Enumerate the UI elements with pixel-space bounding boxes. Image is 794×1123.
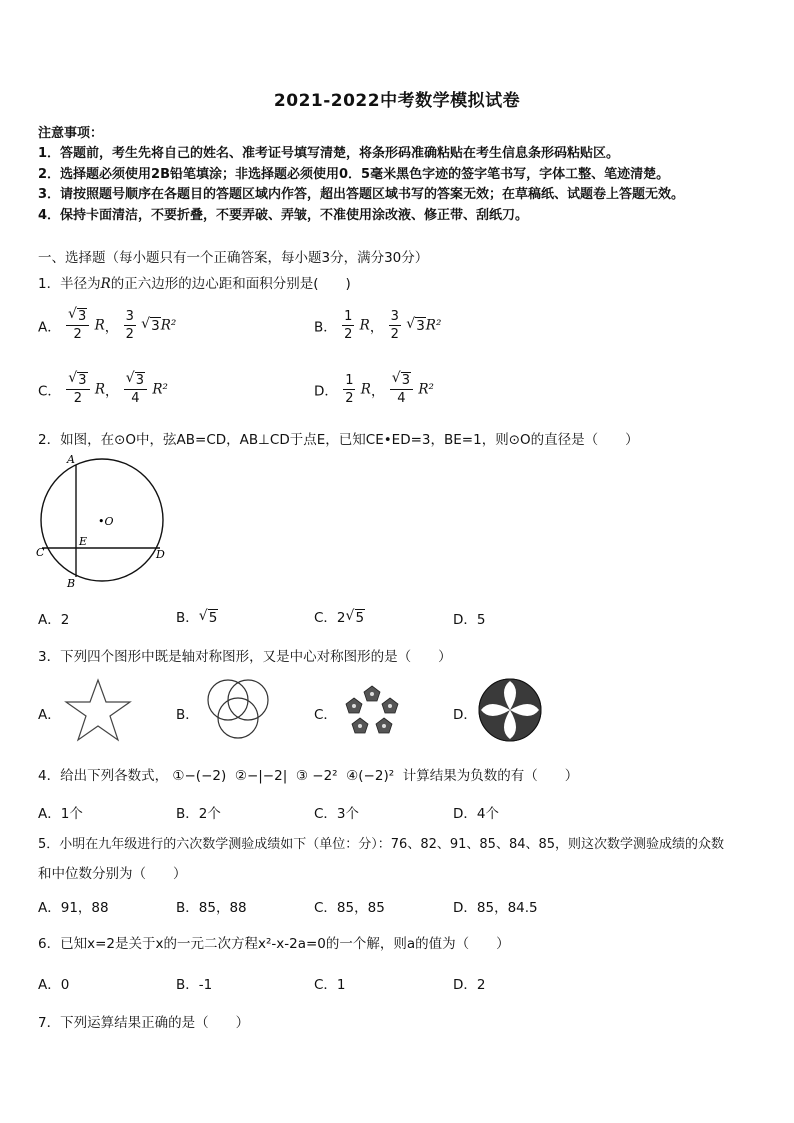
q3-label-a: A． [38, 707, 61, 723]
q4-option-c: C．3个 [314, 806, 360, 822]
q5-option-d: D．85，84.5 [453, 900, 538, 916]
star-figure [62, 676, 134, 744]
q5-option-c: C．85，85 [314, 900, 385, 916]
q1-option-d: D． $\frac{1}{2}$ R， √ $\frac{3}{4}$ R² [314, 372, 434, 407]
q3-label-d: D． [453, 707, 477, 723]
leaf-circle-figure [476, 676, 544, 744]
notes-heading: 注意事项： [38, 126, 104, 141]
note-item: 4．保持卡面清洁，不要折叠，不要弄破、弄皱，不准使用涂改液、修正带、刮纸刀。 [38, 208, 529, 223]
question-6-stem: 6．已知x=2是关于x的一元二次方程x²-x-2a=0的一个解，则a的值为（ ） [38, 936, 510, 952]
q2-option-a: A．2 [38, 612, 70, 628]
q1-option-b: B． $\frac{1}{2}$ R， $\frac{3}{2}$ √ 3R² [314, 308, 441, 343]
q6-option-a: A．0 [38, 977, 70, 993]
note-item: 2．选择题必须使用2B铅笔填涂；非选择题必须使用0．5毫米黑色字迹的签字笔书写，字体工整、笔迹清楚。 [38, 167, 670, 182]
pentagons-figure [342, 684, 402, 742]
label-e: E [79, 535, 88, 548]
q2-option-c: C．2√ 5 [314, 606, 365, 626]
page-title: 2021-2022中考数学模拟试卷 [273, 91, 521, 111]
question-1-stem: 1．半径为R的正六边形的边心距和面积分别是( ) [38, 276, 351, 292]
q2-option-b: B．√ 5 [176, 606, 218, 626]
q5-option-b: B．85，88 [176, 900, 247, 916]
question-3-stem: 3．下列四个图形中既是轴对称图形，又是中心对称图形的是（ ） [38, 649, 452, 665]
q1-option-a: A． √ $\frac{3}{2}$ R， $\frac{3}{2}$ √ 3R² [38, 308, 176, 343]
q4-option-a: A．1个 [38, 806, 83, 822]
label-o: •O [98, 515, 114, 528]
q6-option-c: C．1 [314, 977, 346, 993]
circle-chord-figure [34, 450, 174, 592]
label-a: A [67, 453, 75, 466]
note-item: 1．答题前，考生先将自己的姓名、准考证号填写清楚，将条形码准确粘贴在考生信息条形码粘贴区。 [38, 146, 620, 161]
label-c: C [36, 546, 45, 559]
label-b: B [67, 577, 76, 590]
q4-option-d: D．4个 [453, 806, 499, 822]
question-5-stem-line2: 和中位数分别为（ ） [38, 866, 187, 882]
q1-option-c: C． √ $\frac{3}{2}$ R， √ $\frac{3}{4}$ R² [38, 372, 168, 407]
label-d: D [156, 548, 165, 561]
question-5-stem-line1: 5．小明在九年级进行的六次数学测验成绩如下（单位：分）：76、82、91、85、84、85，则这次数学测验成绩的众数 [38, 837, 725, 852]
q4-option-b: B．2个 [176, 806, 221, 822]
question-4-stem: 4．给出下列各数式， ①−(−2) ②−|−2| ③ −2² ④(−2)² 计算结果为负数的有（ ） [38, 768, 579, 784]
q6-option-b: B．-1 [176, 977, 213, 993]
question-2-stem: 2．如图，在⊙O中，弦AB=CD，AB⊥CD于点E，已知CE•ED=3，BE=1，则⊙O的直径是（ ） [38, 432, 639, 448]
q6-option-d: D．2 [453, 977, 486, 993]
q3-label-c: C． [314, 707, 337, 723]
note-item: 3．请按照题号顺序在各题目的答题区域内作答，超出答题区域书写的答案无效；在草稿纸、试题卷上答题无效。 [38, 187, 685, 202]
three-circles-figure [198, 676, 278, 744]
question-7-stem: 7．下列运算结果正确的是（ ） [38, 1015, 250, 1031]
section-heading: 一、选择题（每小题只有一个正确答案，每小题3分，满分30分） [38, 250, 429, 266]
q3-label-b: B． [176, 707, 199, 723]
q2-option-d: D．5 [453, 612, 486, 628]
q5-option-a: A．91，88 [38, 900, 109, 916]
